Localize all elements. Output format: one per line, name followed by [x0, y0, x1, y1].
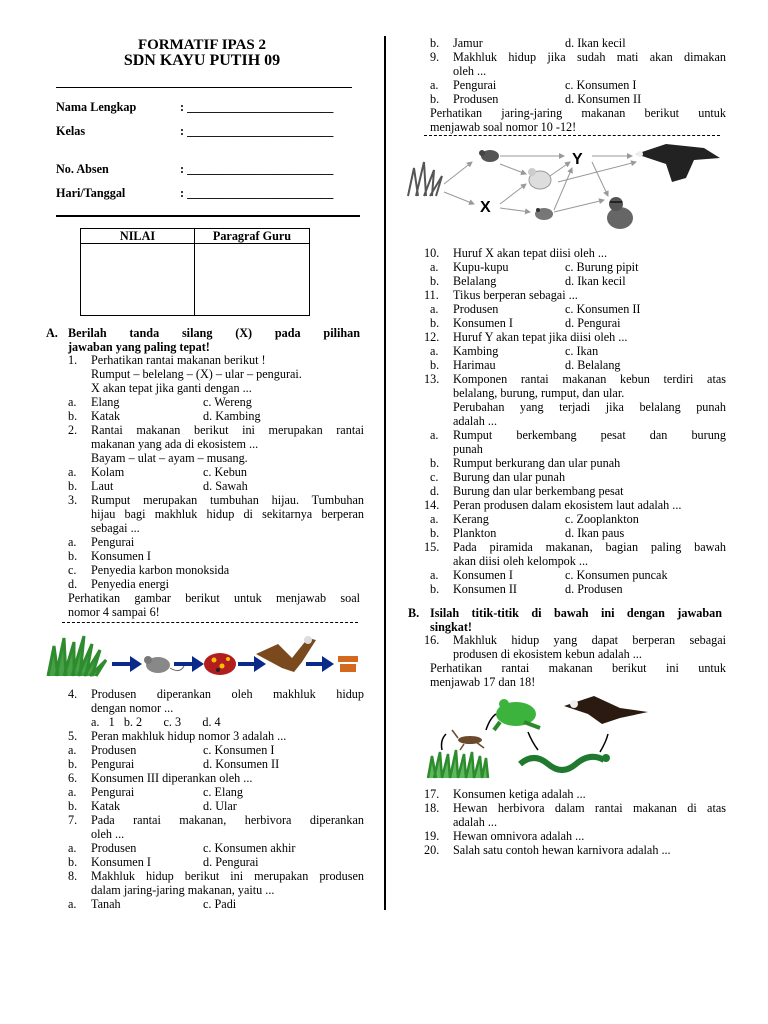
option-text: Laut — [91, 479, 114, 493]
option-letter: a. — [430, 428, 439, 442]
option-text: Konsumen I — [453, 568, 513, 582]
option-text: Plankton — [453, 526, 497, 540]
option-text: Penyedia karbon monoksida — [91, 563, 230, 577]
option-text: d. Konsumen II — [565, 92, 642, 106]
option-letter: b. — [430, 582, 440, 596]
question-text: Bayam – ulat – ayam – musang. — [91, 451, 248, 465]
mushroom-icon — [338, 656, 358, 672]
question-text: X akan tepat jika ganti dengan ... — [91, 381, 252, 395]
question-text: Perubahan yang terjadi jika belalang punah — [453, 400, 726, 414]
option-letter: b. — [430, 92, 440, 106]
option-letter: a. — [68, 897, 77, 911]
question-number: 19. — [424, 829, 440, 843]
question-text: Rumput merupakan tumbuhan hijau. Tumbuhan — [91, 493, 364, 507]
option-letter: a. — [68, 535, 77, 549]
option-text: Kupu-kupu — [453, 260, 509, 274]
instruction-text: nomor 4 sampai 6! — [68, 605, 160, 619]
question-number: 18. — [424, 801, 440, 815]
left-dashed-rule — [62, 622, 358, 623]
arrow-icon — [174, 656, 204, 672]
option-line: a. 1 b. 2 c. 3 d. 4 — [91, 715, 221, 729]
question-number: 13. — [424, 372, 440, 386]
option-text: c. Konsumen puncak — [565, 568, 668, 582]
option-text: Kerang — [453, 512, 489, 526]
question-number: 2. — [68, 423, 78, 437]
question-text: Makhluk hidup berikut ini merupakan produsen — [91, 869, 364, 883]
option-text: d. Sawah — [203, 479, 248, 493]
option-letter: a. — [430, 344, 439, 358]
option-text: Produsen — [91, 841, 137, 855]
option-text: c. Zooplankton — [565, 512, 639, 526]
eagle-icon — [256, 636, 316, 672]
section-b-instruction-2: singkat! — [430, 620, 472, 634]
question-text: Konsumen III diperankan oleh ... — [91, 771, 253, 785]
option-text: Konsumen I — [453, 316, 513, 330]
option-letter: a. — [68, 395, 77, 409]
option-letter: b. — [430, 526, 440, 540]
option-letter: d. — [430, 484, 440, 498]
option-text: c. Elang — [203, 785, 243, 799]
option-letter: b. — [68, 757, 78, 771]
question-text: Konsumen ketiga adalah ... — [453, 787, 586, 801]
option-text: Produsen — [453, 92, 499, 106]
question-number: 12. — [424, 330, 440, 344]
question-text: adalah ... — [453, 815, 497, 829]
option-letter: b. — [430, 316, 440, 330]
option-text: Pengurai — [91, 785, 135, 799]
option-text: c. Wereng — [203, 395, 252, 409]
question-text: makanan yang ada di ekosistem ... — [91, 437, 259, 451]
option-text: Rumput berkurang dan ular punah — [453, 456, 621, 470]
option-text: Pengurai — [453, 78, 497, 92]
label-x: X — [480, 199, 491, 216]
identity-label: No. Absen — [56, 162, 109, 176]
option-text: Konsumen II — [453, 582, 517, 596]
instruction-text: Perhatikan rantai makanan berikut ini untuk — [430, 661, 726, 675]
arrow-icon — [600, 734, 608, 752]
question-number: 17. — [424, 787, 440, 801]
question-text: Produsen diperankan oleh makhluk hidup — [91, 687, 364, 701]
question-text: hijau bagi makhluk hidup di sekitarnya berperan — [91, 507, 364, 521]
option-text: Harimau — [453, 358, 496, 372]
option-text: Konsumen I — [91, 855, 151, 869]
instruction-text: Perhatikan gambar berikut untuk menjawab soal — [68, 591, 360, 605]
snake-icon — [204, 653, 236, 675]
option-letter: a. — [68, 785, 77, 799]
question-text: oleh ... — [453, 64, 487, 78]
mouse-icon — [479, 150, 499, 162]
school-name: SDN KAYU PUTIH 09 — [123, 52, 281, 69]
option-letter: b. — [68, 855, 78, 869]
option-text: c. Konsumen I — [565, 78, 637, 92]
right-dashed-rule — [424, 135, 720, 136]
question-text: adalah ... — [453, 414, 497, 428]
grass-icon — [408, 162, 442, 196]
option-text: c. Burung pipit — [565, 260, 639, 274]
question-text: oleh ... — [91, 827, 125, 841]
option-text: Burung dan ular berkembang pesat — [453, 484, 624, 498]
option-text: Tanah — [91, 897, 121, 911]
worksheet-title: FORMATIF IPAS 2 — [137, 37, 267, 53]
identity-field: : ________________________ — [180, 124, 334, 138]
option-letter: a. — [430, 78, 439, 92]
question-text: Huruf X akan tepat diisi oleh ... — [453, 246, 607, 260]
question-number: 7. — [68, 813, 78, 827]
question-number: 14. — [424, 498, 440, 512]
option-text: Katak — [91, 799, 121, 813]
option-text: d. Ikan kecil — [565, 274, 626, 288]
option-letter: b. — [430, 36, 440, 50]
question-text: sebagai ... — [91, 521, 140, 535]
identity-rule — [56, 215, 360, 217]
option-letter: b. — [430, 274, 440, 288]
question-text: Peran makhluk hidup nomor 3 adalah ... — [91, 729, 287, 743]
arrow-icon — [238, 656, 266, 672]
option-letter: a. — [430, 302, 439, 316]
raccoon-icon — [607, 197, 633, 229]
score-header-paragraf: Paragraf Guru — [212, 229, 292, 243]
grasshopper-icon — [452, 730, 484, 750]
option-text: d. Produsen — [565, 582, 623, 596]
question-text: dengan nomor ... — [91, 701, 174, 715]
food-chain-illustration — [46, 632, 362, 680]
option-text: Pengurai — [91, 535, 135, 549]
option-text: Kolam — [91, 465, 125, 479]
question-text: Hewan omnivora adalah ... — [453, 829, 585, 843]
option-text: Penyedia energi — [91, 577, 169, 591]
question-text: Perhatikan rantai makanan berikut ! — [91, 353, 266, 367]
grass-icon — [48, 636, 106, 676]
option-text: Produsen — [91, 743, 137, 757]
question-number: 11. — [424, 288, 439, 302]
option-letter: b. — [68, 479, 78, 493]
frog-icon — [535, 208, 553, 220]
option-letter: a. — [68, 465, 77, 479]
option-text: c. Padi — [203, 897, 237, 911]
question-text: Peran produsen dalam ekosistem laut adalah ... — [453, 498, 682, 512]
identity-label: Nama Lengkap — [56, 100, 137, 114]
option-letter: c. — [430, 470, 439, 484]
question-number: 16. — [424, 633, 440, 647]
chicken-icon — [528, 168, 551, 189]
question-number: 5. — [68, 729, 78, 743]
question-number: 20. — [424, 843, 440, 857]
eagle-icon — [564, 696, 648, 724]
section-b-instruction: Isilah titik-titik di bawah ini dengan jawaban — [430, 606, 722, 620]
question-text: belalang, burung, rumput, dan ular. — [453, 386, 625, 400]
grass-icon — [428, 750, 488, 778]
option-letter: a. — [68, 743, 77, 757]
header-rule — [56, 87, 352, 88]
option-text: Jamur — [453, 36, 483, 50]
option-letter: b. — [430, 456, 440, 470]
section-a-letter: A. — [46, 326, 58, 340]
identity-field: : ________________________ — [180, 186, 334, 200]
option-text: d. Pengurai — [565, 316, 621, 330]
question-number: 4. — [68, 687, 78, 701]
option-text: Rumput berkembang pesat dan burung — [453, 428, 726, 442]
label-y: Y — [572, 151, 583, 168]
question-text: Tikus berperan sebagai ... — [453, 288, 578, 302]
question-number: 10. — [424, 246, 440, 260]
eagle-icon — [636, 144, 720, 182]
question-text: Makhluk hidup yang dapat berperan sebagai — [453, 633, 726, 647]
option-text: d. Konsumen II — [203, 757, 280, 771]
option-letter: a. — [430, 512, 439, 526]
option-text: Konsumen I — [91, 549, 151, 563]
option-text: Pengurai — [91, 757, 135, 771]
question-number: 3. — [68, 493, 78, 507]
option-text: Belalang — [453, 274, 497, 288]
option-letter: b. — [430, 358, 440, 372]
question-text: Salah satu contoh hewan karnivora adalah ... — [453, 843, 671, 857]
option-text: d. Pengurai — [203, 855, 259, 869]
option-text: Elang — [91, 395, 120, 409]
question-text: dalam jaring-jaring makanan, yaitu ... — [91, 883, 275, 897]
option-text: d. Ikan kecil — [565, 36, 626, 50]
question-text: Huruf Y akan tepat jika diisi oleh ... — [453, 330, 628, 344]
option-letter: a. — [430, 568, 439, 582]
question-text: Makhluk hidup jika sudah mati akan dimakan — [453, 50, 726, 64]
question-text: Rumput – belelang – (X) – ular – pengurai. — [91, 367, 302, 381]
option-text: Produsen — [453, 302, 499, 316]
option-letter: b. — [68, 799, 78, 813]
snake-icon — [520, 754, 610, 770]
option-text: c. Ikan — [565, 344, 599, 358]
identity-label: Kelas — [56, 124, 86, 138]
question-text: punah — [453, 442, 483, 456]
section-b-letter: B. — [408, 606, 420, 620]
food-web-illustration — [404, 140, 724, 240]
arrow-icon — [528, 732, 538, 750]
option-text: Kambing — [453, 344, 499, 358]
arrow-icon — [442, 734, 447, 750]
instruction-text: Perhatikan jaring-jaring makanan berikut untuk — [430, 106, 726, 120]
score-header-nilai: NILAI — [119, 229, 156, 243]
question-number: 9. — [430, 50, 440, 64]
option-text: c. Konsumen I — [203, 743, 275, 757]
question-number: 8. — [68, 869, 78, 883]
question-text: Rantai makanan berikut ini merupakan rantai — [91, 423, 364, 437]
arrow-icon — [112, 656, 142, 672]
option-text: c. Kebun — [203, 465, 247, 479]
question-number: 6. — [68, 771, 78, 785]
option-text: d. Kambing — [203, 409, 261, 423]
option-letter: a. — [68, 841, 77, 855]
question-number: 15. — [424, 540, 440, 554]
question-text: Hewan herbivora dalam rantai makanan di atas — [453, 801, 726, 815]
question-text: akan diisi oleh kelompok ... — [453, 554, 589, 568]
option-text: c. Konsumen akhir — [203, 841, 296, 855]
section-a-instruction-2: jawaban yang paling tepat! — [68, 340, 210, 354]
frog-icon — [494, 699, 540, 730]
score-table — [80, 228, 310, 316]
question-text: produsen di ekosistem kebun adalah ... — [453, 647, 642, 661]
identity-field: : ________________________ — [180, 162, 334, 176]
option-text: Katak — [91, 409, 121, 423]
option-text: d. Ikan paus — [565, 526, 625, 540]
option-letter: c. — [68, 563, 77, 577]
food-chain-illustration-2 — [424, 692, 654, 784]
column-divider — [384, 36, 386, 910]
question-text: Komponen rantai makanan kebun terdiri atas — [453, 372, 726, 386]
option-text: Burung dan ular punah — [453, 470, 566, 484]
option-letter: b. — [68, 549, 78, 563]
identity-label: Hari/Tanggal — [56, 186, 126, 200]
question-number: 1. — [68, 353, 78, 367]
option-text: d. Belalang — [565, 358, 621, 372]
identity-field: : ________________________ — [180, 100, 334, 114]
arrow-icon — [306, 656, 334, 672]
section-a-instruction: Berilah tanda silang (X) pada pilihan — [68, 326, 360, 340]
option-letter: b. — [68, 409, 78, 423]
question-text: Pada rantai makanan, herbivora diperankan — [91, 813, 364, 827]
question-text: Pada piramida makanan, bagian paling bawah — [453, 540, 726, 554]
option-letter: a. — [430, 260, 439, 274]
option-letter: d. — [68, 577, 78, 591]
option-text: d. Ular — [203, 799, 237, 813]
option-text: c. Konsumen II — [565, 302, 641, 316]
